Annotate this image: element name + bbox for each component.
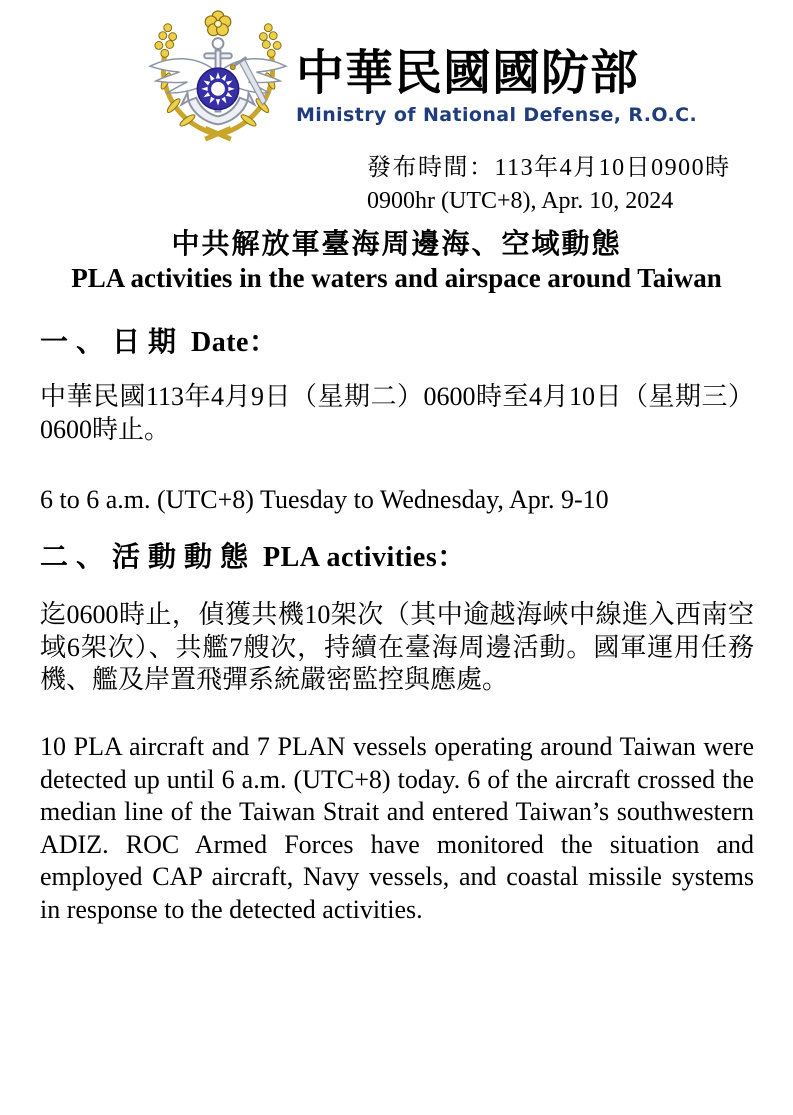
- date-paragraph-en: 6 to 6 a.m. (UTC+8) Tuesday to Wednesday, Apr. 9-10: [40, 485, 609, 514]
- document-title-en: PLA activities in the waters and airspace around Taiwan: [71, 263, 722, 293]
- document-title: [0, 228, 793, 295]
- section-heading-date-zh: 一、日期: [40, 327, 185, 358]
- org-identity: [296, 44, 697, 126]
- release-time-block: [367, 152, 731, 218]
- document-title-zh: 中共解放軍臺海周邊海、空域動態: [171, 229, 622, 260]
- org-name-en: Ministry of National Defense, R.O.C.: [296, 104, 698, 126]
- roc-sun-icon: [197, 68, 238, 109]
- mnd-emblem-icon: [143, 10, 293, 148]
- release-time-en: 0900hr (UTC+8), Apr. 10, 2024: [367, 188, 674, 214]
- release-time-zh: 發布時間：113年4月10日0900時: [367, 155, 731, 181]
- section-heading-activities-en: PLA activities：: [263, 542, 466, 573]
- section-heading-activities: [40, 541, 754, 575]
- section-heading-date: [40, 326, 754, 360]
- activities-paragraph-zh: 迄0600時止，偵獲共機10架次（其中逾越海峽中線進入西南空域6架次）、共艦7艘次，持續在臺海周邊活動。國軍運用任務機、艦及岸置飛彈系統嚴密監控與應處。: [40, 600, 754, 695]
- section-heading-date-en: Date：: [191, 327, 278, 358]
- date-paragraph-zh: 中華民國113年4月9日（星期二）0600時至4月10日（星期三）0600時止。: [40, 382, 754, 444]
- plum-blossom-icon: [205, 11, 231, 36]
- org-name-zh: 中華民國國防部: [296, 45, 640, 101]
- section-heading-activities-zh: 二、活動動態: [40, 542, 257, 573]
- activities-paragraph-en: 10 PLA aircraft and 7 PLAN vessels operating around Taiwan were detected up until 6 a.m. (UTC+8) today. 6 of the aircraft crossed the median line of the Taiwan Strait and entered Taiwan’s southwestern ADIZ. ROC Armed Forces have monitored the situation and employed CAP aircraft, Navy vessels, and coastal missile systems in response to the detected activities.: [40, 732, 754, 924]
